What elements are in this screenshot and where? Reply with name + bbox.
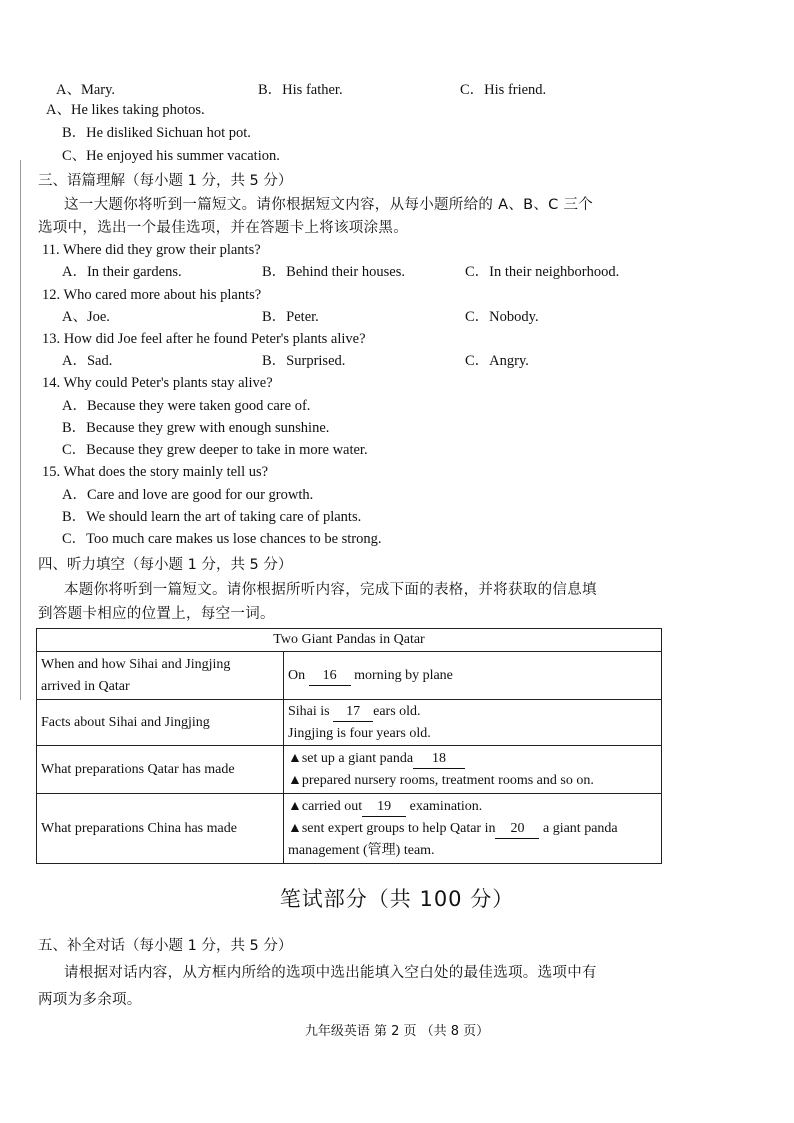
blank-19: 19: [362, 798, 406, 817]
section4-instruction-2: 到答题卡相应的位置上，每空一词。: [38, 606, 275, 622]
q15-option-a: A．Care and love are good for our growth.: [62, 487, 314, 503]
q10-option-b: B．He disliked Sichuan hot pot.: [62, 125, 251, 141]
row2-content: Sihai is 17 ears old. Jingjing is four years old.: [284, 700, 662, 746]
table-title: Two Giant Pandas in Qatar: [37, 629, 662, 652]
row3-content: ▲set up a giant panda 18 ▲prepared nursery rooms, treatment rooms and so on.: [284, 746, 662, 794]
section3-instruction-1: 这一大题你将听到一篇短文。请你根据短文内容，从每小题所给的 A、B、C 三个: [64, 197, 594, 213]
q10-option-c: C、He enjoyed his summer vacation.: [62, 148, 280, 164]
table-row: [37, 700, 662, 746]
q14-option-a: A．Because they were taken good care of.: [62, 398, 311, 414]
table-row: [37, 652, 662, 700]
margin-line: [20, 160, 21, 700]
row1-content: On 16 morning by plane: [284, 652, 662, 700]
row4-label: What preparations China has made: [37, 794, 284, 864]
row4-content: ▲carried out 19 examination. ▲sent expert groups to help Qatar in 20 a giant panda management (管理) team.: [284, 794, 662, 864]
row1-label: When and how Sihai and Jingjing arrived in Qatar: [37, 652, 284, 700]
q11-stem: 11. Where did they grow their plants?: [42, 242, 261, 258]
q10-option-a: A、He likes taking photos.: [46, 102, 205, 118]
q15-option-c: C．Too much care makes us lose chances to be strong.: [62, 531, 382, 547]
q13-stem: 13. How did Joe feel after he found Peter's plants alive?: [42, 331, 366, 347]
table-row: [37, 746, 662, 794]
exam-page: A、Mary. B．His father. C．His friend. A、He likes taking photos. B．He disliked Sichuan hot pot. C、He enjoyed his summer vacation. 三、语篇理解（每小题 1 分，共 5 分） 这一大题你将听到一篇短文。请你根据短文内容，从每小题所给的 A、B、C 三个 选项中，选出一个最佳选项，并在答题卡上将该项涂黑。 11. Where did they grow their plants? A．In their gardens. B．Behind their houses. C．In their neighborhood. 12. Who cared more about his plants? A、Joe. B．Peter. C．Nobody. 13. How did Joe feel after he found Peter's plants alive? A．Sad. B．Surprised. C．Angry. 14. Why could Peter's plants stay alive? A．Because they were taken good care of. B．Because they grew with enough sunshine. C．Because they grew deeper to take in more water. 15. What does the story mainly tell us? A．Care and love are good for our growth. B．We should learn the art of taking care of plants. C．Too much care makes us lose chances to be strong. 四、听力填空（每小题 1 分，共 5 分） 本题你将听到一篇短文。请你根据所听内容，完成下面的表格，并将获取的信息填 到答题卡相应的位置上，每空一词。 Two Giant Pandas in Qatar When and how Sihai and Jingjing arrived in Qatar On 16 morning by plane Facts about Sihai and Jingjing Sihai is 17 ears old. Jingjing is four years old. What preparations Qatar has made ▲set up a giant panda 18 ▲prepared nursery rooms, treatment rooms and so on. What preparations China has made ▲carried out 19 examination. ▲sent expert groups to help Qatar in 20 a giant panda management (管理) team. 笔试部分（共 100 分） 五、补全对话（每小题 1 分，共 5 分） 请根据对话内容，从方框内所给的选项中选出能填入空白处的最佳选项。选项中有 两项为多余项。 九年级英语 第 2 页 （共 8 页）: [0, 0, 794, 1123]
blank-17: 17: [333, 703, 373, 722]
blank-20: 20: [495, 820, 539, 839]
q14-stem: 14. Why could Peter's plants stay alive?: [42, 375, 273, 391]
section3-heading: 三、语篇理解（每小题 1 分，共 5 分）: [38, 173, 293, 189]
section5-heading: 五、补全对话（每小题 1 分，共 5 分）: [38, 938, 293, 954]
q14-option-b: B．Because they grew with enough sunshine.: [62, 420, 330, 436]
q15-option-b: B．We should learn the art of taking care of plants.: [62, 509, 362, 525]
q12-stem: 12. Who cared more about his plants?: [42, 287, 262, 303]
page-footer: 九年级英语 第 2 页 （共 8 页）: [304, 1024, 490, 1039]
q15-stem: 15. What does the story mainly tell us?: [42, 464, 269, 480]
section4-heading: 四、听力填空（每小题 1 分，共 5 分）: [38, 557, 293, 573]
row2-label: Facts about Sihai and Jingjing: [37, 700, 284, 746]
q9-option-b: B．His father.: [258, 82, 343, 98]
table-row: [37, 794, 662, 864]
written-part-title: 笔试部分（共 100 分）: [279, 887, 515, 911]
q14-option-c: C．Because they grew deeper to take in more water.: [62, 442, 368, 458]
section5-instruction-2: 两项为多余项。: [38, 992, 142, 1008]
blank-18: 18: [413, 750, 465, 769]
q9-option-c: C．His friend.: [460, 82, 547, 98]
row3-label: What preparations Qatar has made: [37, 746, 284, 794]
section4-instruction-1: 本题你将听到一篇短文。请你根据所听内容，完成下面的表格，并将获取的信息填: [64, 582, 597, 598]
blank-16: 16: [309, 667, 351, 686]
q9-option-a: A、Mary.: [56, 82, 116, 98]
section3-instruction-2: 选项中，选出一个最佳选项，并在答题卡上将该项涂黑。: [38, 220, 408, 236]
section5-instruction-1: 请根据对话内容，从方框内所给的选项中选出能填入空白处的最佳选项。选项中有: [64, 965, 597, 981]
listening-table: [36, 628, 662, 864]
